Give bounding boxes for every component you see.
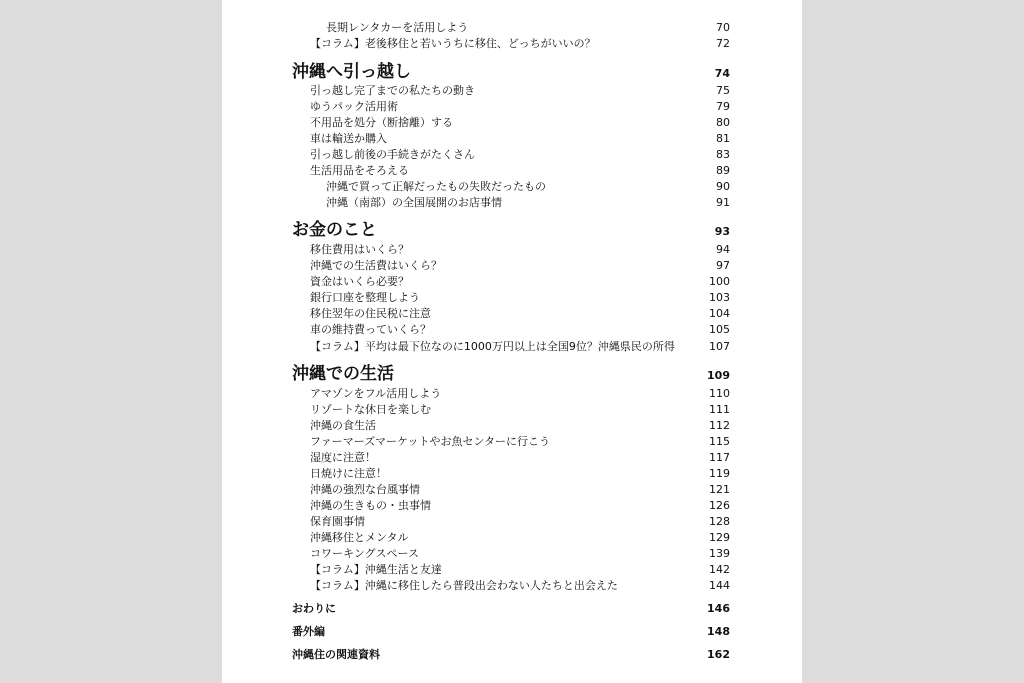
toc-entry-page: 70 (716, 21, 730, 34)
toc-entry-title: 湿度に注意！ (310, 451, 376, 464)
toc-entry-title: 【コラム】老後移住と若いうちに移住、どっちがいいの？ (310, 37, 596, 50)
toc-entry[interactable] (222, 147, 802, 163)
toc-entry[interactable] (222, 530, 802, 546)
toc-entry-page: 142 (709, 563, 730, 576)
toc-entry[interactable] (222, 434, 802, 450)
toc-entry[interactable] (222, 498, 802, 514)
toc-entry[interactable] (222, 322, 802, 338)
toc-entry-page: 104 (709, 307, 730, 320)
document-page (222, 0, 802, 683)
toc-entry-page: 105 (709, 323, 730, 336)
toc-entry-title: アマゾンをフル活用しよう (310, 387, 442, 400)
toc-entry-title: 引っ越し完了までの私たちの動き (310, 84, 475, 97)
toc-entry-title: 不用品を処分（断捨離）する (310, 116, 453, 129)
toc-entry-page: 80 (716, 116, 730, 129)
toc-section-heading[interactable] (222, 624, 802, 640)
toc-entry-title: 沖縄の強烈な台風事情 (310, 483, 420, 496)
toc-entry-page: 89 (716, 164, 730, 177)
toc-entry-page: 91 (716, 196, 730, 209)
toc-entry-title: 【コラム】沖縄に移住したら普段出会わない人たちと出会えた (310, 579, 618, 592)
toc-entry-page: 110 (709, 387, 730, 400)
toc-entry[interactable] (222, 20, 802, 36)
chapter-page: 109 (707, 369, 730, 382)
toc-entry[interactable] (222, 546, 802, 562)
section-title: おわりに (292, 602, 336, 615)
toc-entry-page: 97 (716, 259, 730, 272)
toc-entry-page: 115 (709, 435, 730, 448)
toc-chapter-heading[interactable] (222, 218, 802, 242)
toc-entry-title: ゆうパック活用術 (310, 100, 398, 113)
toc-section-heading[interactable] (222, 647, 802, 663)
toc-entry[interactable] (222, 306, 802, 322)
toc-entry-title: ファーマーズマーケットやお魚センターに行こう (310, 435, 551, 448)
toc-entry[interactable] (222, 466, 802, 482)
toc-entry-page: 81 (716, 132, 730, 145)
toc-entry-title: 沖縄での生活費はいくら？ (310, 259, 442, 272)
toc-entry-page: 112 (709, 419, 730, 432)
toc-entry[interactable] (222, 418, 802, 434)
section-page: 146 (707, 602, 730, 615)
toc-entry-title: 移住翌年の住民税に注意 (310, 307, 431, 320)
toc-entry[interactable] (222, 386, 802, 402)
toc-entry-page: 117 (709, 451, 730, 464)
toc-entry-title: 沖縄移住とメンタル (310, 531, 409, 544)
chapter-title: お金のこと (292, 220, 377, 240)
section-page: 162 (707, 648, 730, 661)
toc-entry-title: リゾートな休日を楽しむ (310, 403, 431, 416)
toc-entry-title: 【コラム】沖縄生活と友達 (310, 563, 442, 576)
toc-entry-page: 90 (716, 180, 730, 193)
toc-entry-page: 75 (716, 84, 730, 97)
toc-entry[interactable] (222, 402, 802, 418)
toc-entry-title: コワーキングスペース (310, 547, 420, 560)
toc-entry[interactable] (222, 290, 802, 306)
toc-entry-title: 引っ越し前後の手続きがたくさん (310, 148, 475, 161)
toc-entry-page: 128 (709, 515, 730, 528)
toc-entry-title: 資金はいくら必要？ (310, 275, 409, 288)
toc-entry-page: 111 (709, 403, 730, 416)
toc-entry-title: 銀行口座を整理しよう (310, 291, 420, 304)
toc-entry-page: 139 (709, 547, 730, 560)
toc-entry[interactable] (222, 242, 802, 258)
chapter-page: 93 (714, 225, 730, 238)
toc-entry-title: 日焼けに注意！ (310, 467, 387, 480)
toc-entry-page: 79 (716, 100, 730, 113)
toc-entry-page: 103 (709, 291, 730, 304)
toc-entry[interactable] (222, 36, 802, 52)
toc-entry-title: 移住費用はいくら？ (310, 243, 409, 256)
toc-column-entry[interactable] (222, 339, 802, 355)
toc-entry-page: 129 (709, 531, 730, 544)
section-page: 148 (707, 625, 730, 638)
toc-column-entry[interactable] (222, 578, 802, 594)
toc-entry-page: 83 (716, 148, 730, 161)
toc-entry-title: 【コラム】平均は最下位なのに1000万円以上は全国9位？沖縄県民の所得 (310, 340, 675, 353)
toc-column-entry[interactable] (222, 562, 802, 578)
toc-entry-title: 車の維持費っていくら？ (310, 323, 431, 336)
toc-entry-page: 94 (716, 243, 730, 256)
toc-entry-page: 100 (709, 275, 730, 288)
toc-entry-page: 107 (709, 340, 730, 353)
toc-entry-page: 119 (709, 467, 730, 480)
toc-entry[interactable] (222, 274, 802, 290)
section-title: 沖縄住の関連資料 (292, 648, 380, 661)
toc-entry[interactable] (222, 258, 802, 274)
chapter-page: 74 (714, 67, 730, 80)
toc-entry-page: 72 (716, 37, 730, 50)
toc-entry-title: 保育園事情 (310, 515, 365, 528)
toc-entry[interactable] (222, 163, 802, 179)
toc-entry-title: 生活用品をそろえる (310, 164, 409, 177)
toc-entry-title: 長期レンタカーを活用しよう (326, 21, 469, 34)
toc-entry-title: 沖縄の食生活 (310, 419, 376, 432)
toc-entry[interactable] (222, 131, 802, 147)
toc-entry[interactable] (222, 514, 802, 530)
toc-entry[interactable] (222, 482, 802, 498)
chapter-title: 沖縄での生活 (292, 364, 394, 384)
section-title: 番外編 (292, 625, 325, 638)
toc-section-heading[interactable] (222, 601, 802, 617)
toc-chapter-heading[interactable] (222, 60, 802, 84)
toc-entry-page: 144 (709, 579, 730, 592)
toc-entry-title: 沖縄で買って正解だったもの失敗だったもの (326, 180, 546, 193)
toc-entry-title: 車は輸送か購入 (310, 132, 387, 145)
toc-entry-page: 121 (709, 483, 730, 496)
chapter-title: 沖縄へ引っ越し (292, 62, 411, 82)
toc-entry[interactable] (222, 450, 802, 466)
toc-entry[interactable] (222, 115, 802, 131)
toc-entry[interactable] (222, 83, 802, 99)
toc-entry-title: 沖縄（南部）の全国展開のお店事情 (326, 196, 502, 209)
toc-entry-title: 沖縄の生きもの・虫事情 (310, 499, 431, 512)
toc-entry[interactable] (222, 99, 802, 115)
toc-subentry[interactable] (222, 179, 802, 195)
toc-entry-page: 126 (709, 499, 730, 512)
toc-chapter-heading[interactable] (222, 362, 802, 386)
toc-subentry[interactable] (222, 195, 802, 211)
